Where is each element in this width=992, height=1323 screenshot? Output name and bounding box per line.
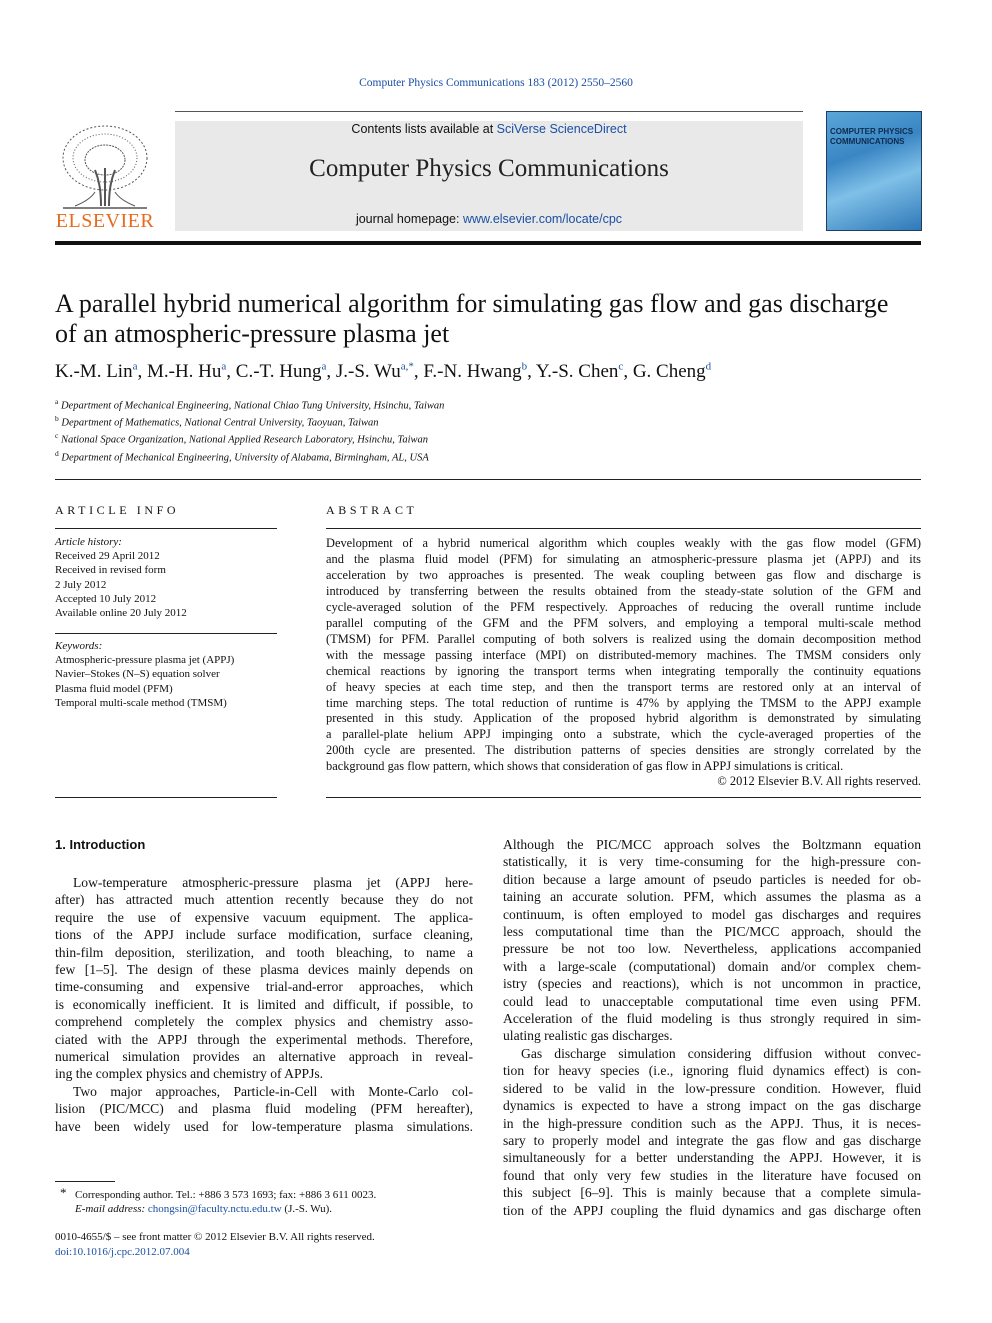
asterisk-mark: *: [60, 1185, 67, 1200]
divider: [326, 797, 921, 798]
article-info-heading: ARTICLE INFO: [55, 503, 180, 517]
journal-citation[interactable]: Computer Physics Communications 183 (2012) 2550–2560: [359, 77, 633, 89]
affiliation: $^b$ Department of Mathematics, National Central University, Taoyuan, Taiwan: [55, 414, 379, 429]
author: K.-M. Lin$^a$,: [55, 360, 147, 382]
paragraph: Gas discharge simulation considering diffusion without convec- tion for heavy species (i.e., ignoring fluid dynamics effect) is con- sidered to be valid in the low-pressure condition. However, fluid dynamics is expected to have a strong impact on the gas discharge in the high-pressure condition such as the APPJ. Thus, it is neces- sary to properly model and integrate the gas flow and gas discharge simultaneously for a better understanding the APPJ. However, it is found that only very few studies in the literature have focused on this subject [6–9]. This is mainly because that a complete simula- tion of the APPJ coupling the fluid dynamics and gas discharge often: [503, 1045, 921, 1218]
paragraph: Two major approaches, Particle-in-Cell with Monte-Carlo col- lision (PIC/MCC) and plasma fluid modeling (PFM hereafter), have been widely used for low-temperature plasma simulations.: [55, 1083, 473, 1134]
abstract-heading: ABSTRACT: [326, 503, 418, 517]
author: M.-H. Hu$^a$,: [146, 360, 236, 382]
affiliation: $^c$ National Space Organization, National Applied Research Laboratory, Hsinchu, Taiwan: [55, 431, 428, 446]
right-column: [503, 836, 921, 1219]
affiliation: $^a$ Department of Mechanical Engineering, National Chiao Tung University, Hsinchu, Taiwan: [55, 397, 445, 412]
copyright: © 2012 Elsevier B.V. All rights reserved.: [717, 774, 921, 788]
doi-link[interactable]: doi:10.1016/j.cpc.2012.07.004: [55, 1246, 190, 1258]
divider: [326, 528, 921, 529]
homepage-line: journal homepage: www.elsevier.com/locate/cpc: [355, 212, 623, 226]
affiliation: $^d$ Department of Mechanical Engineering, University of Alabama, Birmingham, AL, USA: [55, 449, 429, 464]
author: J.-S. $Wu^{a,*}$,: [335, 360, 424, 382]
journal-name: Computer Physics Communications: [309, 155, 669, 182]
section-heading: 1. Introduction: [55, 837, 146, 852]
author: C.-T. Hung$^a$,: [235, 360, 336, 382]
cover-title: COMPUTER PHYSICS COMMUNICATIONS: [830, 127, 914, 146]
divider: [55, 633, 277, 634]
sciencedirect-link[interactable]: SciVerse ScienceDirect: [496, 122, 627, 136]
divider: [55, 797, 277, 798]
corresponding-author-note: Corresponding author. Tel.: +886 3 573 1693; fax: +886 3 611 0023.: [75, 1189, 377, 1201]
author: F.-N. Hwang$^b$,: [423, 360, 536, 382]
email-link[interactable]: chongsin@faculty.nctu.edu.tw: [147, 1203, 282, 1215]
email-note: E-mail address: chongsin@faculty.nctu.edu.tw (J.-S. Wu).: [75, 1203, 333, 1215]
divider: [55, 528, 277, 529]
author: G. Cheng$^d$: [632, 360, 712, 382]
author: Y.-S. Chen$^c$,: [535, 360, 633, 382]
footnote-rule: [55, 1181, 115, 1182]
author-list: [55, 361, 711, 383]
header-rule: [175, 111, 803, 112]
left-column: [55, 874, 473, 1135]
keywords: Keywords: Atmospheric-pressure plasma jet (APPJ) Navier–Stokes (N–S) equation solver Plasma fluid model (PFM) Temporal multi-scale method (TMSM): [55, 640, 235, 709]
article-history: Article history: Received 29 April 2012 Received in revised form 2 July 2012 Accepted 10 July 2012 Available online 20 July 2012: [55, 536, 187, 620]
homepage-link[interactable]: www.elsevier.com/locate/cpc: [462, 212, 623, 226]
header-thick-rule: [55, 241, 921, 245]
paragraph: Although the PIC/MCC approach solves the Boltzmann equation statistically, it is very time-consuming for the high-pressure con- dition because a large amount of pseudo particles is needed for ob- taining an accurate solution. PFM, which assumes the plasma as a continuum, is often employed to model gas discharges and requires less computational time than the PIC/MCC approach, should the pressure be not too low. Nevertheless, applications accompanied with a large-scale (computational) domain and/or complex chem- istry (species and reactions), which is not uncommon in practice, could lead to unacceptable computational time even using PFM. Acceleration of the fluid modeling is thus strongly required in sim- ulating realistic gas discharges.: [503, 837, 921, 1044]
contents-line: Contents lists available at SciVerse ScienceDirect: [351, 122, 627, 136]
divider: [55, 479, 921, 480]
article-title: A parallel hybrid numerical algorithm for simulating gas flow and gas discharge of an atmospheric-pressure plasma jet: [55, 289, 889, 348]
issn-line: 0010-4655/$ – see front matter © 2012 Elsevier B.V. All rights reserved.: [55, 1231, 375, 1243]
elsevier-wordmark: ELSEVIER: [55, 210, 155, 232]
abstract-text: Development of a hybrid numerical algorithm which couples weakly with the gas flow model (GFM) and the plasma fluid model (PFM) for simulating an atmospheric-pressure plasma jet (APPJ) and its acceleration by two approaches is presented. The weak coupling between gas flow and discharge is introduced by transferring between the results obtained from the steady-state solution of the GFM and cycle-averaged solution of the PFM respectively. Approaches of reducing the overall runtime include parallel computing of the GFM and the PFM solvers, and employing a temporal multi-scale method (TMSM) for PFM. Parallel computing of both solvers is realized using the domain decomposition method with the message passing interface (MPI) on distributed-memory machines. The TMSM considers only chemical reactions by ignoring the transport terms when integrating temporally the continuity equations of heavy species at each time step, and then the transport terms are restored only at an interval of time marching steps. The total reduction of runtime is 47% by applying the TMSM to the APPJ example presented in this study. Application of the proposed hybrid algorithm is demonstrated by simulating a parallel-plate helium APPJ impinging onto a substrate, which the cycle-averaged properties of the 200th cycle are presented. The distribution patterns of species densities are strongly correlated by the background gas flow pattern, which shows that consideration of gas flow in APPJ simulations is critical.: [326, 536, 921, 774]
paragraph: Low-temperature atmospheric-pressure plasma jet (APPJ here- after) has attracted much attention recently because they do not require the use of expensive vacuum equipment. The applica- tions of the APPJ include surface modification, surface cleaning, thin-film deposition, sterilization, and tooth bleaching, to name a few [1–5]. The design of these plasma devices mainly depends on time-consuming and expensive trial-and-error approaches, which is economically inefficient. It is limited and difficult, if possible, to comprehend completely the complex physics and chemistry asso- ciated with the APPJ through the experimental methods. Therefore, numerical simulation provides an alternative approach in reveal- ing the complex physics and chemistry of APPJs.: [55, 875, 473, 1082]
